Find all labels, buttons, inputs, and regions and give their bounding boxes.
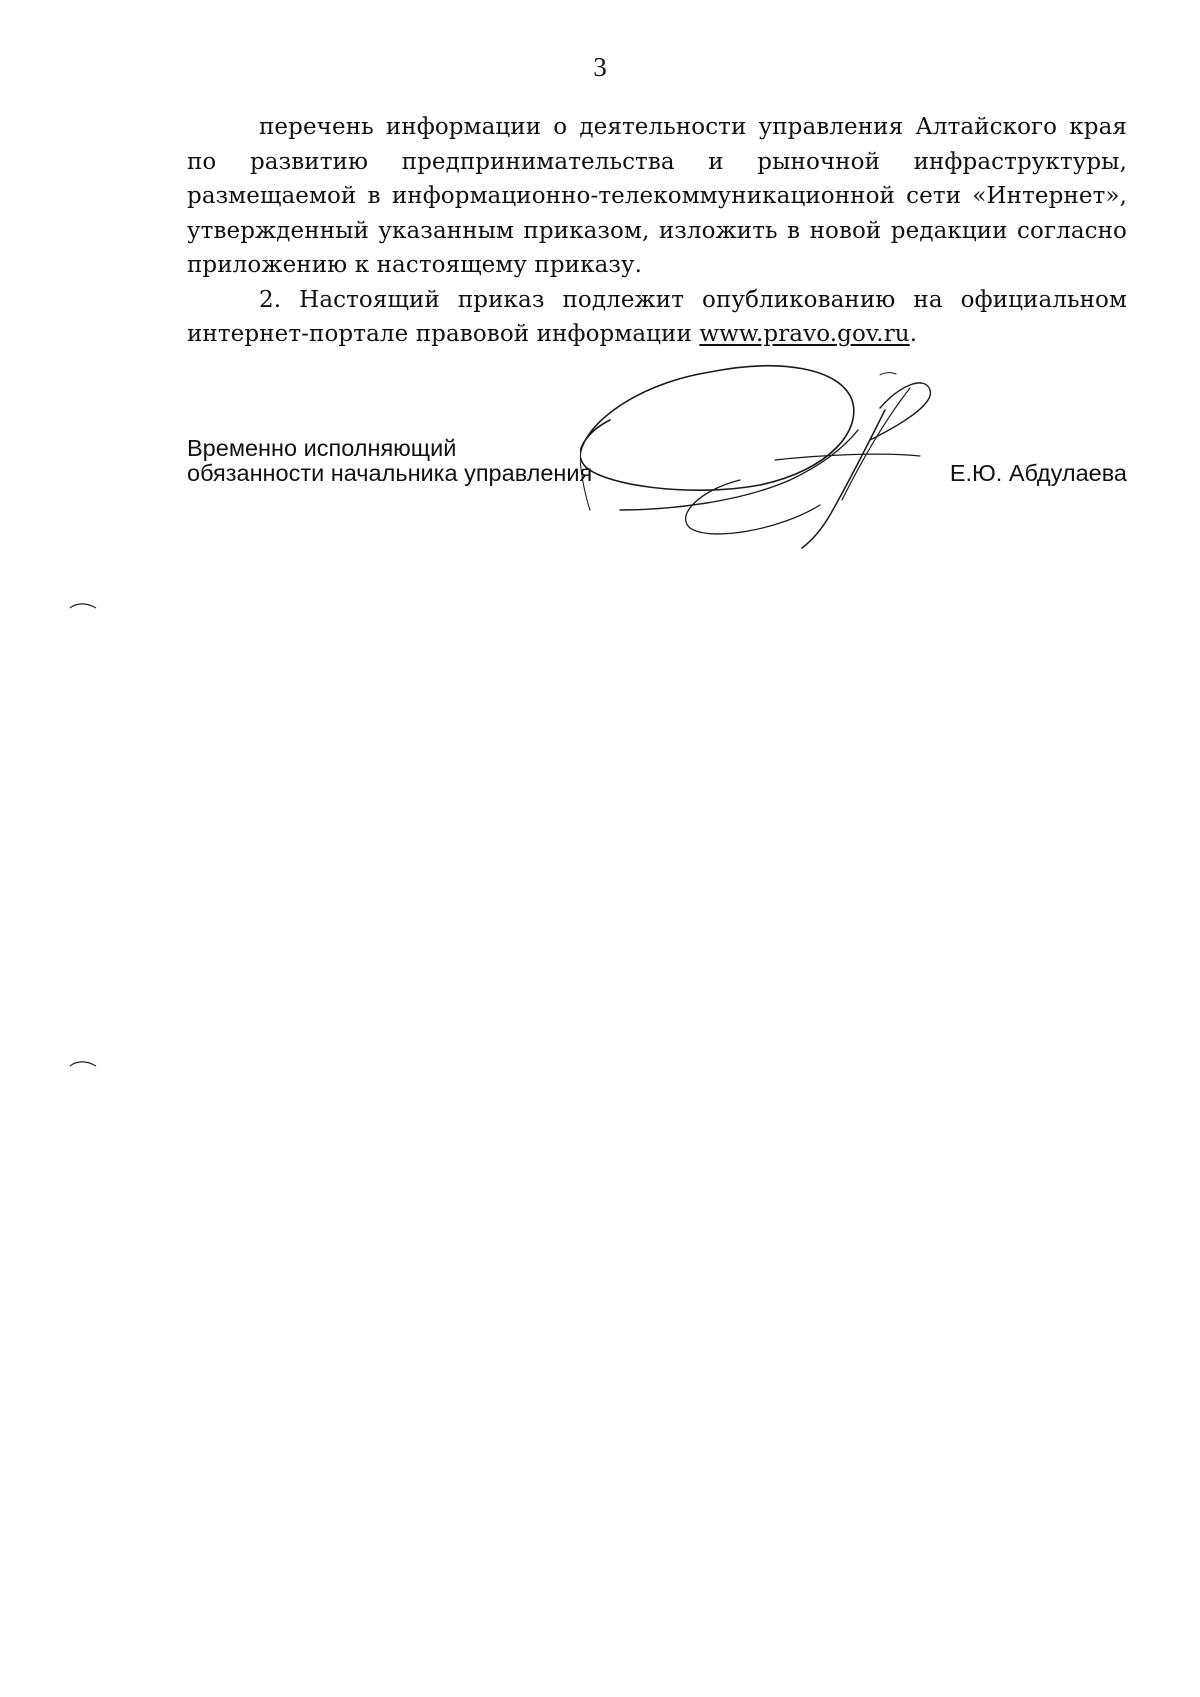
paragraph-1: перечень информации о деятельности управления Алтайского края по развитию предпринимательства и рыночной инфраструктуры, размещаемой в информационно-телекоммуникационной сети «Интернет», утвержденный указанным приказом, изложить в новой редакции согласно приложению к настоящему приказу. bbox=[187, 114, 1127, 278]
margin-mark bbox=[68, 1058, 100, 1070]
signature-block bbox=[187, 436, 1127, 486]
pravo-gov-link[interactable]: www.pravo.gov.ru bbox=[699, 321, 910, 347]
page-number: 3 bbox=[593, 52, 607, 82]
signer-name: Е.Ю. Абдулаева bbox=[949, 460, 1127, 486]
document-body bbox=[187, 110, 1127, 352]
paragraph-2-end: . bbox=[909, 321, 918, 347]
signer-position-line-2: обязанности начальника управления bbox=[187, 460, 593, 486]
paragraph-2-text: 2. Настоящий приказ подлежит опубликованию на официальном интернет-портале правовой информации bbox=[187, 286, 1127, 347]
margin-mark bbox=[68, 600, 100, 612]
signer-position-line-1: Временно исполняющий bbox=[187, 435, 457, 461]
paragraph-2 bbox=[187, 283, 1127, 352]
